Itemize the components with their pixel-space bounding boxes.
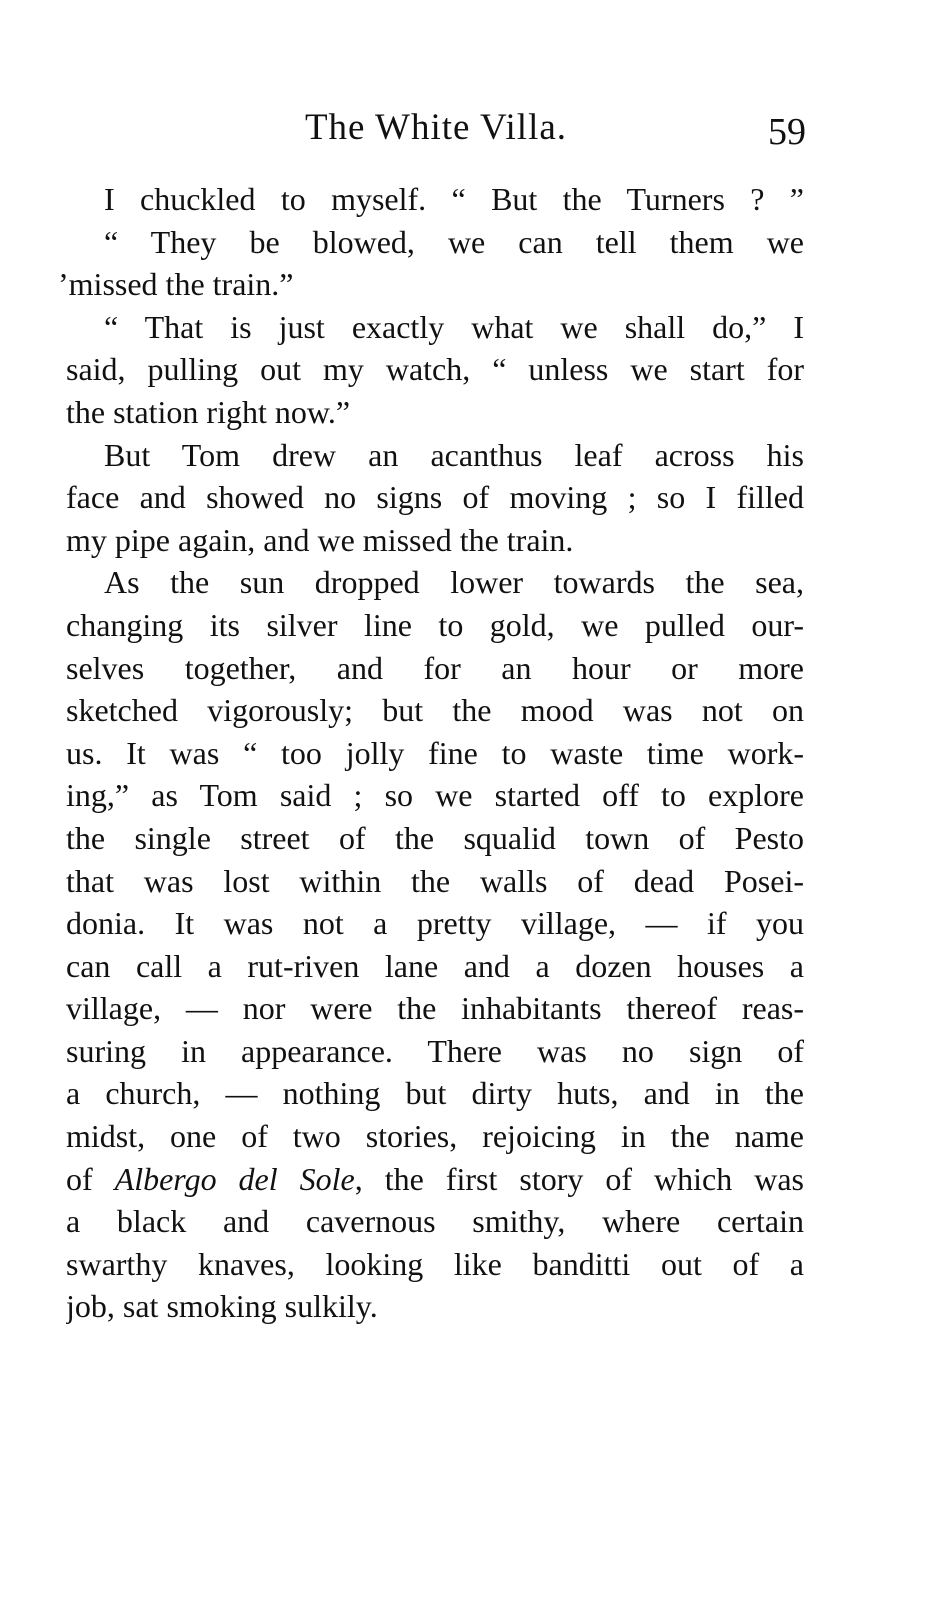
text-line: that was lost within the walls of dead Posei- (66, 862, 804, 899)
text-line: selves together, and for an hour or more (66, 649, 804, 686)
text-line: sketched vigorously; but the mood was not on (66, 692, 804, 729)
running-title: The White Villa. (304, 107, 568, 148)
text-line: donia. It was not a pretty village, — if you (66, 905, 804, 942)
text-line: said, pulling out my watch, “ unless we start for (66, 351, 804, 388)
text-line: job, sat smoking sulkily. (66, 1288, 378, 1325)
text-line: the station right now.” (66, 393, 351, 430)
text-fragment: of (66, 1160, 115, 1197)
text-line: ing,” as Tom said ; so we started off to explore (66, 777, 804, 814)
text-line: I chuckled to myself. “ But the Turners ? ” (104, 181, 804, 217)
text-line: As the sun dropped lower towards the sea, (104, 564, 804, 601)
page-number: 59 (768, 111, 806, 153)
text-fragment: , the first story of which was (354, 1160, 804, 1197)
text-line: swarthy knaves, looking like banditti out of a (66, 1245, 804, 1282)
text-line: face and showed no signs of moving ; so I filled (66, 479, 804, 516)
text-line: a black and cavernous smithy, where certain (66, 1203, 804, 1240)
text-line: my pipe again, and we missed the train. (66, 521, 574, 558)
text-line: the single street of the squalid town of Pesto (66, 819, 804, 856)
text-line: midst, one of two stories, rejoicing in the name (66, 1118, 804, 1155)
text-line-with-italic (66, 1158, 804, 1201)
text-line: us. It was “ too jolly fine to waste time work- (66, 734, 804, 771)
text-line: suring in appearance. There was no sign of (66, 1032, 804, 1069)
text-line: But Tom drew an acanthus leaf across his (104, 436, 804, 473)
text-line: can call a rut-riven lane and a dozen houses a (66, 947, 804, 984)
text-line: changing its silver line to gold, we pulled our- (66, 606, 804, 643)
text-line: village, — nor were the inhabitants thereof reas- (66, 990, 804, 1027)
text-line: ’missed the train.” (58, 266, 294, 303)
text-line: “ They be blowed, we can tell them we (104, 223, 804, 260)
text-line: “ That is just exactly what we shall do,” I (104, 308, 804, 345)
text-line: a church, — nothing but dirty huts, and in the (66, 1075, 804, 1112)
body-text (58, 178, 804, 1328)
italic-inn-name: Albergo del Sole (114, 1160, 355, 1197)
running-head (66, 98, 806, 158)
